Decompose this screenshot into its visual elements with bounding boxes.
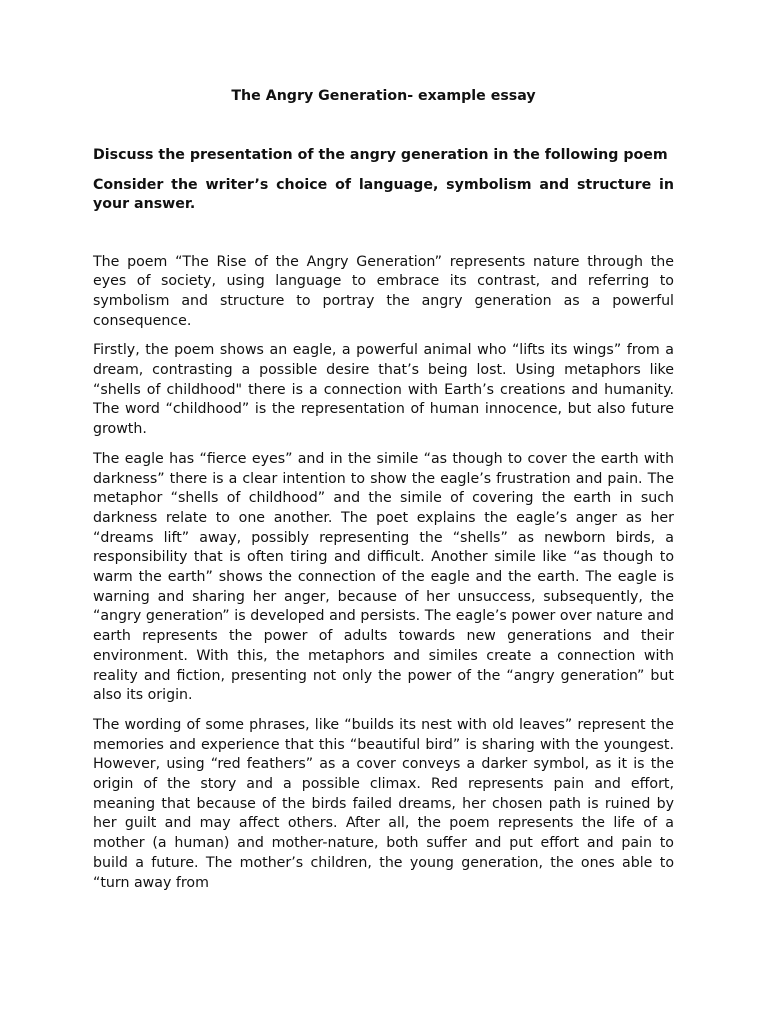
paragraph-eagle-analysis: The eagle has “fierce eyes” and in the simile “as though to cover the earth with darkness” there is a clear intention to show the eagle’s frustration and pain. The metaphor “shells of childhood” and the simile of covering the earth in such darkness relate to one another. The poet explains the eagle’s anger as her “dreams lift” away, possibly representing the “shells” as newborn birds, a responsibility that is often tiring and difficult. Another simile like “as though to warm the earth” shows the connection of the eagle and the earth. The eagle is warning and sharing her anger, because of her unsuccess, subsequently, the “angry generation” is developed and persists. The eagle’s power over nature and earth represents the power of adults towards new generations and their environment. With this, the metaphors and similes create a connection with reality and fiction, presenting not only the power of the “angry generation” but also its origin. <box>93 450 674 704</box>
essay-prompt-instruction: Consider the writer’s choice of language, symbolism and structure in your answer. <box>93 176 674 212</box>
paragraph-introduction: The poem “The Rise of the Angry Generation” represents nature through the eyes of society, using language to embrace its contrast, and referring to symbolism and structure to portray the angry generation as a powerful consequence. <box>93 253 674 329</box>
document-page <box>93 86 674 893</box>
essay-prompt-question: Discuss the presentation of the angry generation in the following poem <box>93 147 668 163</box>
paragraph-firstly: Firstly, the poem shows an eagle, a powerful animal who “lifts its wings” from a dream, contrasting a possible desire that’s being lost. Using metaphors like “shells of childhood" there is a connection with Earth’s creations and humanity. The word “childhood” is the representation of human innocence, but also future growth. <box>93 342 674 438</box>
paragraph-wording: The wording of some phrases, like “builds its nest with old leaves” represent the memories and experience that this “beautiful bird” is sharing with the youngest. However, using “red feathers” as a cover conveys a darker symbol, as it is the origin of the story and a possible climax. Red represents pain and effort, meaning that because of the birds failed dreams, her chosen path is ruined by her guilt and may affect others. After all, the poem represents the life of a mother (a human) and mother-nature, both suffer and put effort and pain to build a future. The mother’s children, the young generation, the ones able to “turn away from <box>93 716 674 891</box>
document-title: The Angry Generation- example essay <box>231 88 536 104</box>
